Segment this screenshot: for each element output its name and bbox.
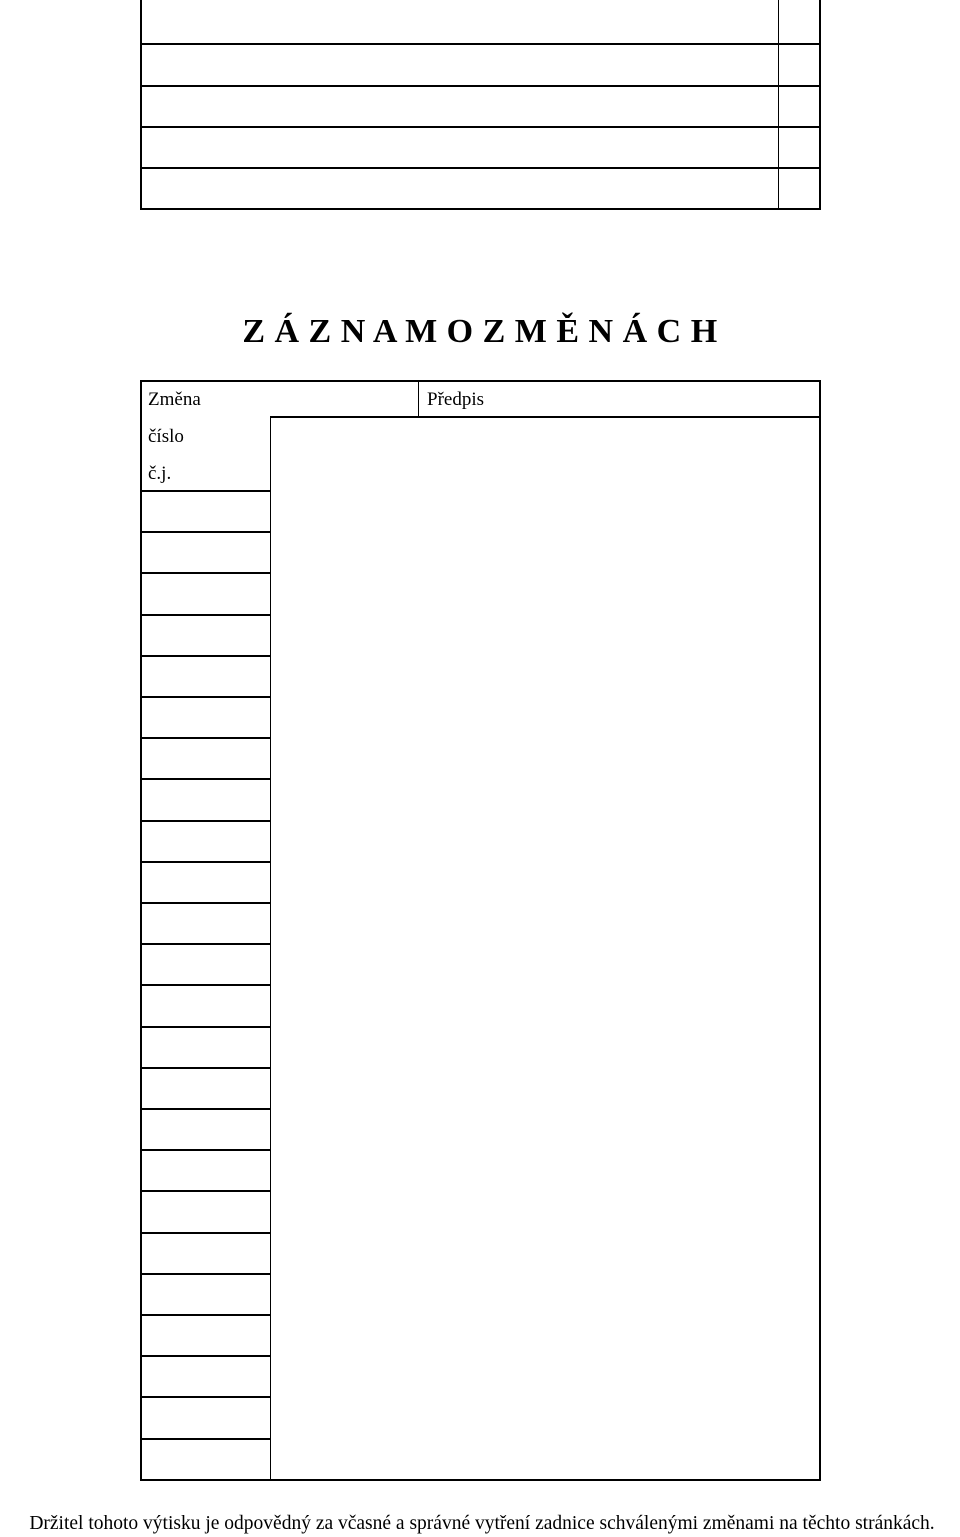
header-cj: č.j. bbox=[148, 463, 172, 484]
header-predpis: Předpis bbox=[427, 389, 484, 410]
row-separator bbox=[140, 655, 271, 657]
row-separator bbox=[140, 696, 271, 698]
row-separator bbox=[140, 490, 271, 492]
row-separator bbox=[140, 902, 271, 904]
footer-note: Držitel tohoto výtisku je odpovědný za včasné a správné vytření zadnice schválenými změnami na těchto stránkách. bbox=[29, 1513, 935, 1534]
row-separator bbox=[140, 820, 271, 822]
row-separator bbox=[140, 1232, 271, 1234]
row-separator bbox=[140, 943, 271, 945]
row-separator bbox=[140, 1355, 271, 1357]
header-zmena: Změna bbox=[148, 389, 201, 410]
row-separator bbox=[140, 861, 271, 863]
header-cislo: číslo bbox=[148, 426, 184, 447]
row-separator bbox=[140, 614, 271, 616]
row-separator bbox=[140, 1149, 271, 1151]
row-separator bbox=[140, 1067, 271, 1069]
row-separator bbox=[140, 572, 271, 574]
row-separator bbox=[140, 1190, 271, 1192]
row-separator bbox=[140, 1314, 271, 1316]
row-separator bbox=[140, 778, 271, 780]
row-separator bbox=[140, 1396, 271, 1398]
row-separator bbox=[140, 984, 271, 986]
row-separator bbox=[140, 1273, 271, 1275]
row-separator bbox=[140, 737, 271, 739]
row-separator bbox=[140, 531, 271, 533]
row-separator bbox=[140, 1026, 271, 1028]
page-title: Z Á Z N A M O Z M Ě N Á C H bbox=[242, 313, 718, 350]
row-separator bbox=[140, 1108, 271, 1110]
row-separator bbox=[140, 1438, 271, 1440]
